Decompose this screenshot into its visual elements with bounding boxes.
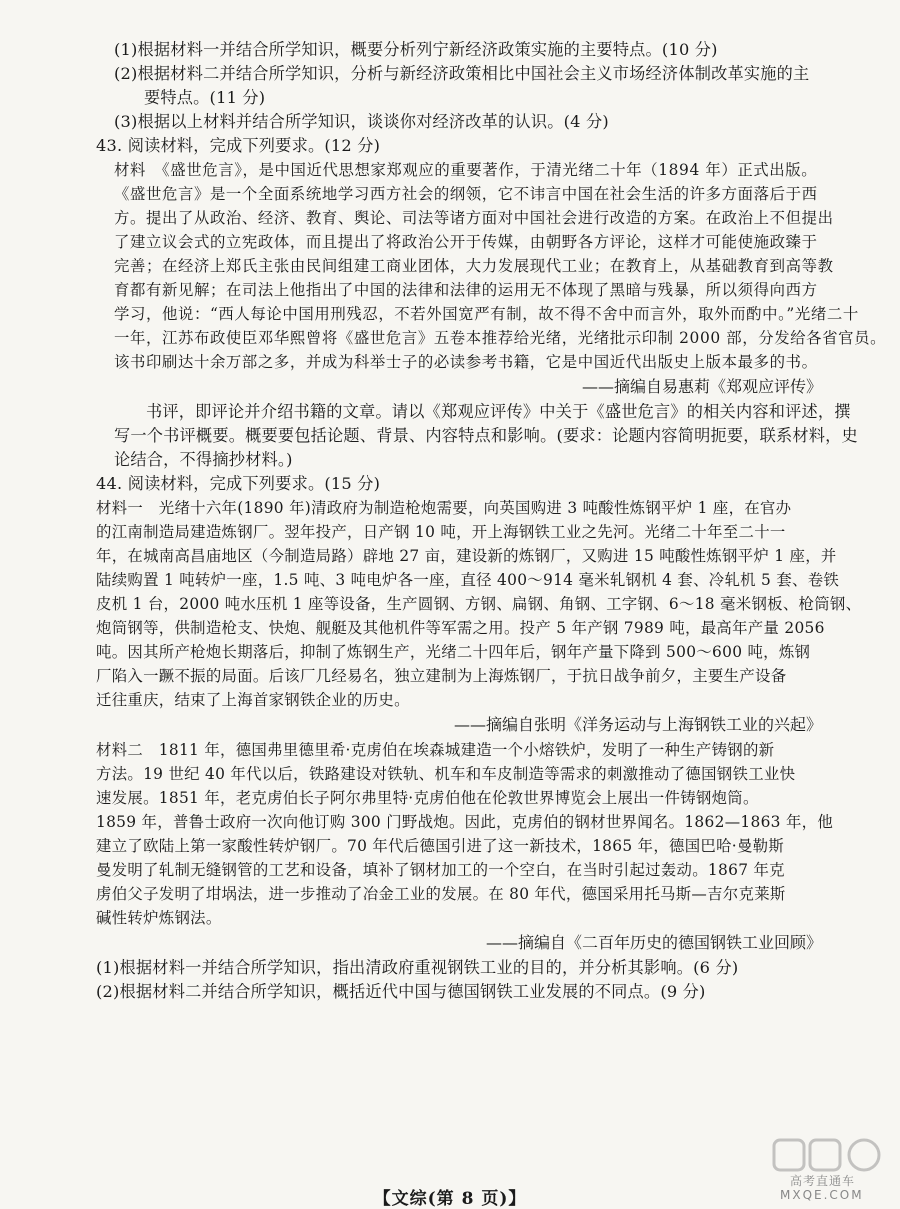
q43-material-line: 该书印刷达十余万部之多，并成为科举士子的必读参考书籍，它是中国近代出版史上版本最多的书。 [114, 353, 818, 371]
q44-source1: ——摘编自张明《洋务运动与上海钢铁工业的兴起》 [453, 715, 822, 734]
q42-sub2: (2)根据材料二并结合所学知识，分析与新经济政策相比中国社会主义市场经济体制改革实施的主 [114, 64, 810, 83]
q43-material-line: 材料 《盛世危言》，是中国近代思想家郑观应的重要著作，于清光绪二十年（1894 年）正式出版。 [114, 161, 818, 179]
watermark-text: 高考直通车 [790, 1174, 856, 1188]
q44-material1-line: 材料一 光绪十六年(1890 年)清政府为制造枪炮需要，向英国购进 3 吨酸性炼钢平炉 1 座，在官办 [96, 499, 792, 517]
q44-material1-line: 吨。因其所产枪炮长期落后，抑制了炼钢生产，光绪二十四年后，钢年产量下降到 500～600 吨，炼钢 [96, 643, 811, 661]
q44-material2-line: 方法。19 世纪 40 年代以后，铁路建设对铁轨、机车和车皮制造等需求的刺激推动了德国钢铁工业快 [96, 765, 796, 783]
page-footer: 【文综(第 8 页)】 [373, 1189, 527, 1209]
q44-material1-line: 皮机 1 台，2000 吨水压机 1 座等设备，生产圆钢、方钢、扁钢、角钢、工字钢、6～18 毫米钢板、枪筒钢、 [96, 595, 862, 613]
q44-material2-line: 虏伯父子发明了坩埚法，进一步推动了冶金工业的发展。在 80 年代，德国采用托马斯—吉尔克莱斯 [96, 885, 786, 903]
q42-sub2-cont: 要特点。(11 分) [144, 88, 266, 107]
q43-material-line: 育都有新见解；在司法上他指出了中国的法律和法律的运用无不体现了黑暗与残暴，所以须得向西方 [114, 281, 818, 299]
q43-review-line: 书评，即评论并介绍书籍的文章。请以《郑观应评传》中关于《盛世危言》的相关内容和评述，撰 [146, 402, 851, 421]
q44-material2-line: 曼发明了轧制无缝钢管的工艺和设备，填补了钢材加工的一个空白，在当时引起过轰动。1867 年克 [96, 861, 785, 879]
q44-sub2: (2)根据材料二并结合所学知识，概括近代中国与德国钢铁工业发展的不同点。(9 分) [96, 982, 706, 1001]
q43-material-line: 《盛世危言》是一个全面系统地学习西方社会的纲领，它不讳言中国在社会生活的许多方面落后于西 [114, 185, 818, 203]
q42-sub3: (3)根据以上材料并结合所学知识，谈谈你对经济改革的认识。(4 分) [114, 112, 609, 131]
q44-material2-line: 1859 年，普鲁士政府一次向他订购 300 门野战炮。因此，克虏伯的钢材世界闻名。1862—1863 年，他 [96, 813, 834, 831]
q44-material1-line: 厂陷入一蹶不振的局面。后该厂几经易名，独立建制为上海炼钢厂，于抗日战争前夕，主要生产设备 [96, 667, 787, 685]
q44-material1-line: 的江南制造局建造炼钢厂。翌年投产，日产钢 10 吨，开上海钢铁工业之先河。光绪二十年至二十一 [96, 523, 786, 541]
q43-material-line: 了建立议会式的立宪政体，而且提出了将政治公开于传媒，由朝野各方评论，这样才可能使施政臻于 [114, 233, 818, 251]
watermark-url: MXQE.COM [780, 1188, 864, 1202]
exam-page [96, 38, 887, 1004]
q44-header: 44. 阅读材料，完成下列要求。(15 分) [96, 474, 381, 493]
q44-material2-line: 材料二 1811 年，德国弗里德里希·克虏伯在埃森城建造一个小熔铁炉，发明了一种生产铸钢的新 [96, 741, 775, 759]
q44-material2-line: 碱性转炉炼钢法。 [96, 909, 222, 927]
q43-review-line: 写一个书评概要。概要要包括论题、背景、内容特点和影响。(要求：论题内容简明扼要，联系材料，史 [114, 426, 858, 445]
q44-sub1: (1)根据材料一并结合所学知识，指出清政府重视钢铁工业的目的，并分析其影响。(6 分) [96, 958, 739, 977]
q43-review-line: 论结合，不得摘抄材料。) [114, 450, 293, 469]
q44-material2-line: 建立了欧陆上第一家酸性转炉钢厂。70 年代后德国引进了这一新技术，1865 年，德国巴哈·曼勒斯 [96, 837, 785, 855]
q43-material-line: 学习，他说：“西人每论中国用刑残忍，不若外国宽严有制，故不得不舍中而言外，取外而酌中。”光绪二十 [114, 305, 859, 323]
q44-material1-line: 年，在城南高昌庙地区（今制造局路）辟地 27 亩，建设新的炼钢厂，又购进 15 吨酸性炼钢平炉 1 座，并 [96, 547, 837, 565]
q44-material2-line: 速发展。1851 年，老克虏伯长子阿尔弗里特·克虏伯他在伦敦世界博览会上展出一件铸钢炮筒。 [96, 789, 759, 807]
q43-material-line: 方。提出了从政治、经济、教育、舆论、司法等诸方面对中国社会进行改造的方案。在政治上不但提出 [114, 209, 834, 227]
q43-material-line: 完善；在经济上郑氏主张由民间组建工商业团体，大力发展现代工业；在教育上，从基础教育到高等教 [114, 257, 834, 275]
q43-header: 43. 阅读材料，完成下列要求。(12 分) [96, 136, 381, 155]
q44-material1-line: 陆续购置 1 吨转炉一座，1.5 吨、3 吨电炉各一座，直径 400～914 毫米轧钢机 4 套、冷轧机 5 套、卷铁 [96, 571, 840, 589]
q42-sub1: (1)根据材料一并结合所学知识，概要分析列宁新经济政策实施的主要特点。(10 分) [114, 40, 718, 59]
q44-source2: ——摘编自《二百年历史的德国钢铁工业回顾》 [485, 933, 822, 952]
q44-material1-line: 迁往重庆，结束了上海首家钢铁企业的历史。 [96, 691, 410, 709]
q44-material1-line: 炮筒钢等，供制造枪支、快炮、舰艇及其他机件等军需之用。投产 5 年产钢 7989 吨，最高年产量 2056 [96, 619, 825, 637]
q43-material-line: 一年，江苏布政使臣邓华熙曾将《盛世危言》五卷本推荐给光绪，光绪批示印制 2000 部，分发给各省官员。 [114, 329, 887, 347]
q43-source: ——摘编自易惠莉《郑观应评传》 [581, 377, 822, 396]
